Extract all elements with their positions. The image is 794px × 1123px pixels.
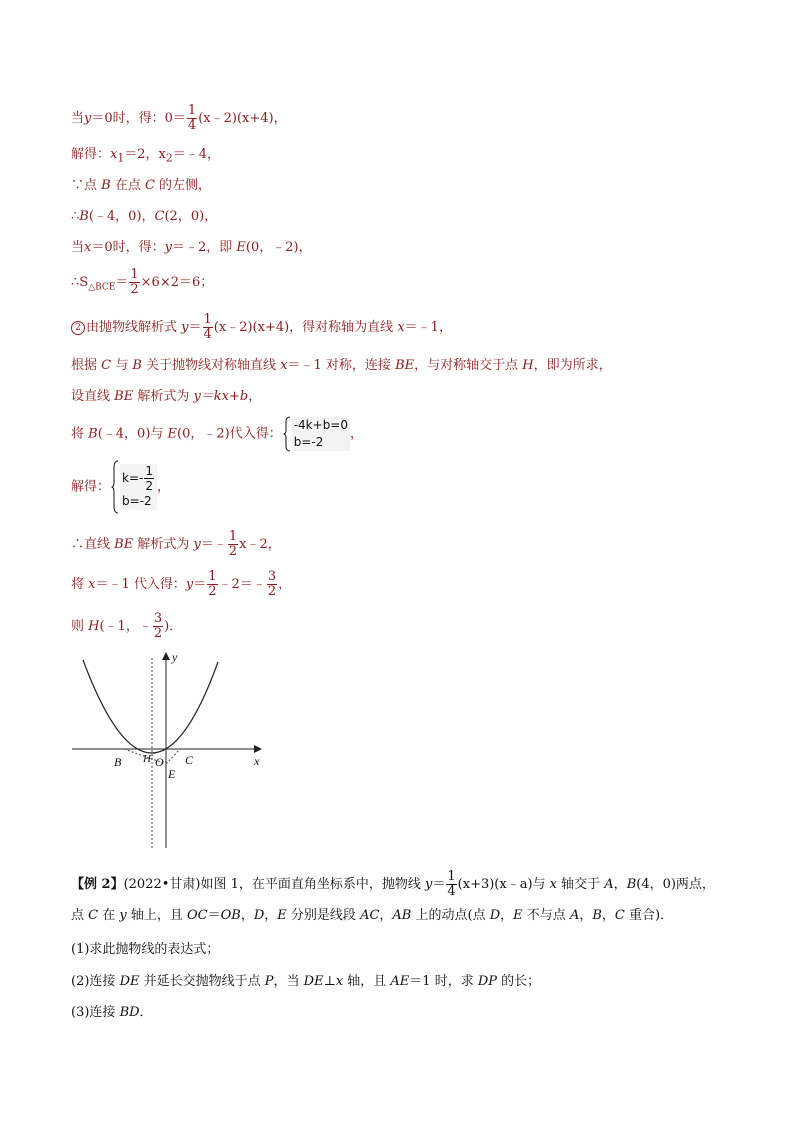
segment-EC [166, 749, 180, 764]
text: ∵点 [71, 178, 102, 193]
text: ＝ [193, 577, 207, 592]
text: y＝kx+b [193, 389, 249, 404]
text: AB [392, 908, 412, 923]
parabola-graph [68, 648, 268, 850]
equation-system [120, 464, 157, 510]
text: 轴上，且 [126, 908, 187, 923]
text: y [185, 577, 194, 592]
text: ， [379, 908, 393, 923]
solution-line-10 [71, 416, 363, 452]
text: y [193, 537, 201, 552]
text: BE [114, 389, 134, 404]
text: ＝ [188, 320, 202, 335]
text: (x+3)(x﹣a)与 [457, 877, 550, 892]
text: C [154, 209, 165, 224]
subscript: △BCE [88, 282, 116, 293]
example2-question-3 [71, 1004, 153, 1022]
denominator: 2 [208, 584, 217, 599]
text: ＝﹣ [200, 537, 227, 552]
parabola-curve [83, 660, 218, 753]
text: ． [139, 1005, 153, 1020]
label-H: H [143, 753, 151, 765]
text: 上的动点(点 [411, 908, 490, 923]
text: 不与点 [522, 908, 570, 923]
solution-line-14 [71, 612, 182, 641]
text: BE [395, 358, 415, 373]
text: 关于抛物线对称轴直线 [141, 358, 281, 373]
text: E [236, 240, 246, 255]
text: E [167, 426, 178, 442]
text: DE [119, 974, 140, 989]
numerator: 1 [228, 529, 238, 544]
text: x [335, 974, 344, 989]
text: ＝2，x [124, 147, 166, 162]
text: ＝﹣1 代入得： [95, 577, 186, 592]
text: B [88, 426, 98, 442]
text: OB [220, 908, 241, 923]
text: 由抛物线解析式 [86, 320, 182, 335]
text: ＝0时，得： [91, 240, 165, 255]
text: B [101, 178, 111, 193]
numerator: 3 [153, 611, 163, 626]
text: (1)求此抛物线的表达式； [71, 942, 220, 957]
solution-line-7 [71, 313, 452, 342]
solution-line-12 [71, 530, 281, 559]
text: ∴ [71, 209, 80, 224]
text: B [592, 908, 602, 923]
text: 的左侧， [154, 178, 212, 193]
fraction [267, 570, 277, 599]
text: y [425, 877, 433, 892]
text: C [144, 178, 155, 193]
text: B [626, 877, 637, 892]
text: x [397, 320, 405, 335]
text: x [280, 358, 288, 373]
text: (4，0)两点， [636, 877, 715, 892]
text: AC [360, 908, 380, 923]
text: ∴S [71, 275, 89, 290]
text: (﹣1，﹣ [99, 619, 152, 634]
denominator: 4 [203, 327, 212, 342]
solution-line-9 [71, 388, 261, 406]
example2-line-1 [71, 870, 715, 899]
solution-line-13 [71, 570, 291, 599]
text: 在 [98, 908, 120, 923]
fraction [153, 612, 163, 641]
denominator: 4 [187, 118, 197, 133]
text: C [614, 908, 625, 923]
denominator: 2 [228, 544, 238, 559]
text: B [132, 358, 142, 373]
denominator: 2 [267, 584, 277, 599]
text: (2022•甘肃)如图 1，在平面直角坐标系中，抛物线 [123, 877, 426, 892]
equation: b=-2 [293, 435, 324, 449]
text: 将 [71, 426, 89, 442]
denominator: 2 [130, 282, 139, 297]
solution-line-3 [71, 177, 211, 195]
text: A [604, 877, 614, 892]
text: ， [157, 479, 171, 495]
text: )． [164, 619, 183, 634]
solution-line-5 [71, 239, 312, 257]
solution-line-11 [71, 460, 170, 514]
solution-line-4 [71, 208, 217, 226]
text: x [88, 577, 96, 592]
text: ， [579, 908, 593, 923]
example2-question-2 [71, 973, 540, 991]
text: ﹣2＝﹣ [218, 577, 266, 592]
text: y [164, 240, 172, 255]
x-axis-arrow [254, 745, 262, 753]
solution-line-6 [71, 268, 213, 297]
text: C [101, 358, 112, 373]
text: ＝ [115, 275, 129, 290]
example2-line-2 [71, 907, 673, 925]
text: 解析式为 [133, 389, 194, 404]
text: y [181, 320, 189, 335]
text: y [119, 908, 127, 923]
solution-line-2 [71, 146, 220, 168]
solution-line-1 [71, 104, 287, 133]
text: x [84, 240, 92, 255]
text: 与 [111, 358, 133, 373]
fraction [203, 313, 213, 342]
text: OC [186, 908, 208, 923]
text: (2，0)， [164, 209, 218, 224]
equation: -4k+b=0 [293, 418, 348, 432]
text: ， [240, 908, 254, 923]
numerator: 1 [145, 464, 153, 478]
example2-question-1 [71, 941, 219, 959]
text: ， [613, 877, 627, 892]
text: ， [601, 908, 615, 923]
text: E [277, 908, 287, 923]
text: (x﹣2)(x+4)，得对称轴为直线 [213, 320, 398, 335]
text: (﹣4，0)， [88, 209, 155, 224]
text: k=- [122, 471, 144, 485]
text: H [88, 619, 100, 634]
fraction [144, 464, 154, 493]
text: ，当 [273, 974, 304, 989]
text: (0，﹣2)代入得： [177, 426, 282, 442]
text: 解得： [71, 479, 111, 495]
text: 的长； [497, 974, 541, 989]
text: 分别是线段 [286, 908, 361, 923]
fraction [129, 268, 139, 297]
y-axis-arrow [162, 652, 170, 660]
text: ∴直线 [71, 537, 115, 552]
text: D [489, 908, 501, 923]
text: 解析式为 [133, 537, 194, 552]
left-brace-icon [111, 460, 119, 514]
text: H [522, 358, 534, 373]
text: 重合)． [624, 908, 674, 923]
denominator: 2 [153, 626, 163, 641]
text: D [253, 908, 265, 923]
text: (x﹣2)(x+4)， [198, 111, 287, 126]
text: (3)连接 [71, 1005, 120, 1020]
text: x [110, 147, 118, 162]
text: ，即为所求， [533, 358, 612, 373]
circled-number: 2 [71, 321, 85, 335]
numerator: 1 [130, 267, 139, 282]
text: 解得： [71, 147, 111, 162]
text: ＝ [207, 908, 221, 923]
subscript: 2 [165, 151, 173, 165]
text: y [84, 111, 92, 126]
text: B [79, 209, 89, 224]
text: ， [350, 426, 364, 442]
text: (0，﹣2)， [245, 240, 312, 255]
text: P [264, 974, 274, 989]
text: ＝﹣2，即 [172, 240, 237, 255]
text: AE [390, 974, 410, 989]
text: ⊥ [323, 974, 336, 989]
text: ＝﹣4， [172, 147, 221, 162]
text: ＝﹣1 对称，连接 [287, 358, 396, 373]
text: E [513, 908, 523, 923]
text: ， [264, 908, 278, 923]
numerator: 1 [208, 569, 217, 584]
text: (﹣4，0)与 [97, 426, 168, 442]
label-O: O [155, 755, 164, 769]
numerator: 3 [267, 569, 277, 584]
text: DP [477, 974, 498, 989]
numerator: 1 [447, 869, 456, 884]
fraction [207, 570, 217, 599]
text: ＝0时，得：0＝ [91, 111, 186, 126]
equation-system [292, 417, 350, 451]
text: BE [114, 537, 134, 552]
text: ＝﹣1， [404, 320, 452, 335]
equation: b=-2 [122, 494, 152, 508]
fraction [187, 104, 197, 133]
text: A [569, 908, 580, 923]
label-x: x [254, 754, 260, 768]
text: ＝ [432, 877, 446, 892]
text: ＝1 时，求 [409, 974, 478, 989]
text: x﹣2， [239, 537, 281, 552]
text: 将 [71, 577, 89, 592]
text: ，与对称轴交于点 [414, 358, 523, 373]
subscript: 1 [117, 151, 125, 165]
text: 则 [71, 619, 89, 634]
text: x [549, 877, 558, 892]
text: 设直线 [71, 389, 115, 404]
denominator: 2 [145, 479, 153, 493]
label-E: E [168, 767, 176, 781]
text: 轴，且 [343, 974, 391, 989]
text: 轴交于 [557, 877, 605, 892]
text: ， [248, 389, 262, 404]
fraction [228, 530, 238, 559]
numerator: 1 [203, 312, 212, 327]
text: 根据 [71, 358, 102, 373]
left-brace-icon [283, 416, 291, 452]
text: 点 [71, 908, 89, 923]
denominator: 4 [447, 884, 456, 899]
text: (2)连接 [71, 974, 120, 989]
text: 并延长交抛物线于点 [139, 974, 265, 989]
text: C [88, 908, 99, 923]
text: BD [119, 1005, 140, 1020]
label-B: B [114, 755, 122, 769]
numerator: 1 [187, 103, 197, 118]
text: 当 [71, 240, 85, 255]
example-tag: 【例 2】 [71, 877, 124, 892]
text: ×6×2＝6； [140, 275, 214, 290]
text: 当 [71, 111, 85, 126]
text: ， [278, 577, 292, 592]
equation [120, 464, 157, 493]
label-C: C [185, 753, 194, 767]
text: 在点 [110, 178, 145, 193]
solution-line-8 [71, 357, 612, 375]
text: DE [303, 974, 324, 989]
fraction [446, 870, 456, 899]
label-y: y [172, 650, 178, 664]
text: ， [500, 908, 514, 923]
